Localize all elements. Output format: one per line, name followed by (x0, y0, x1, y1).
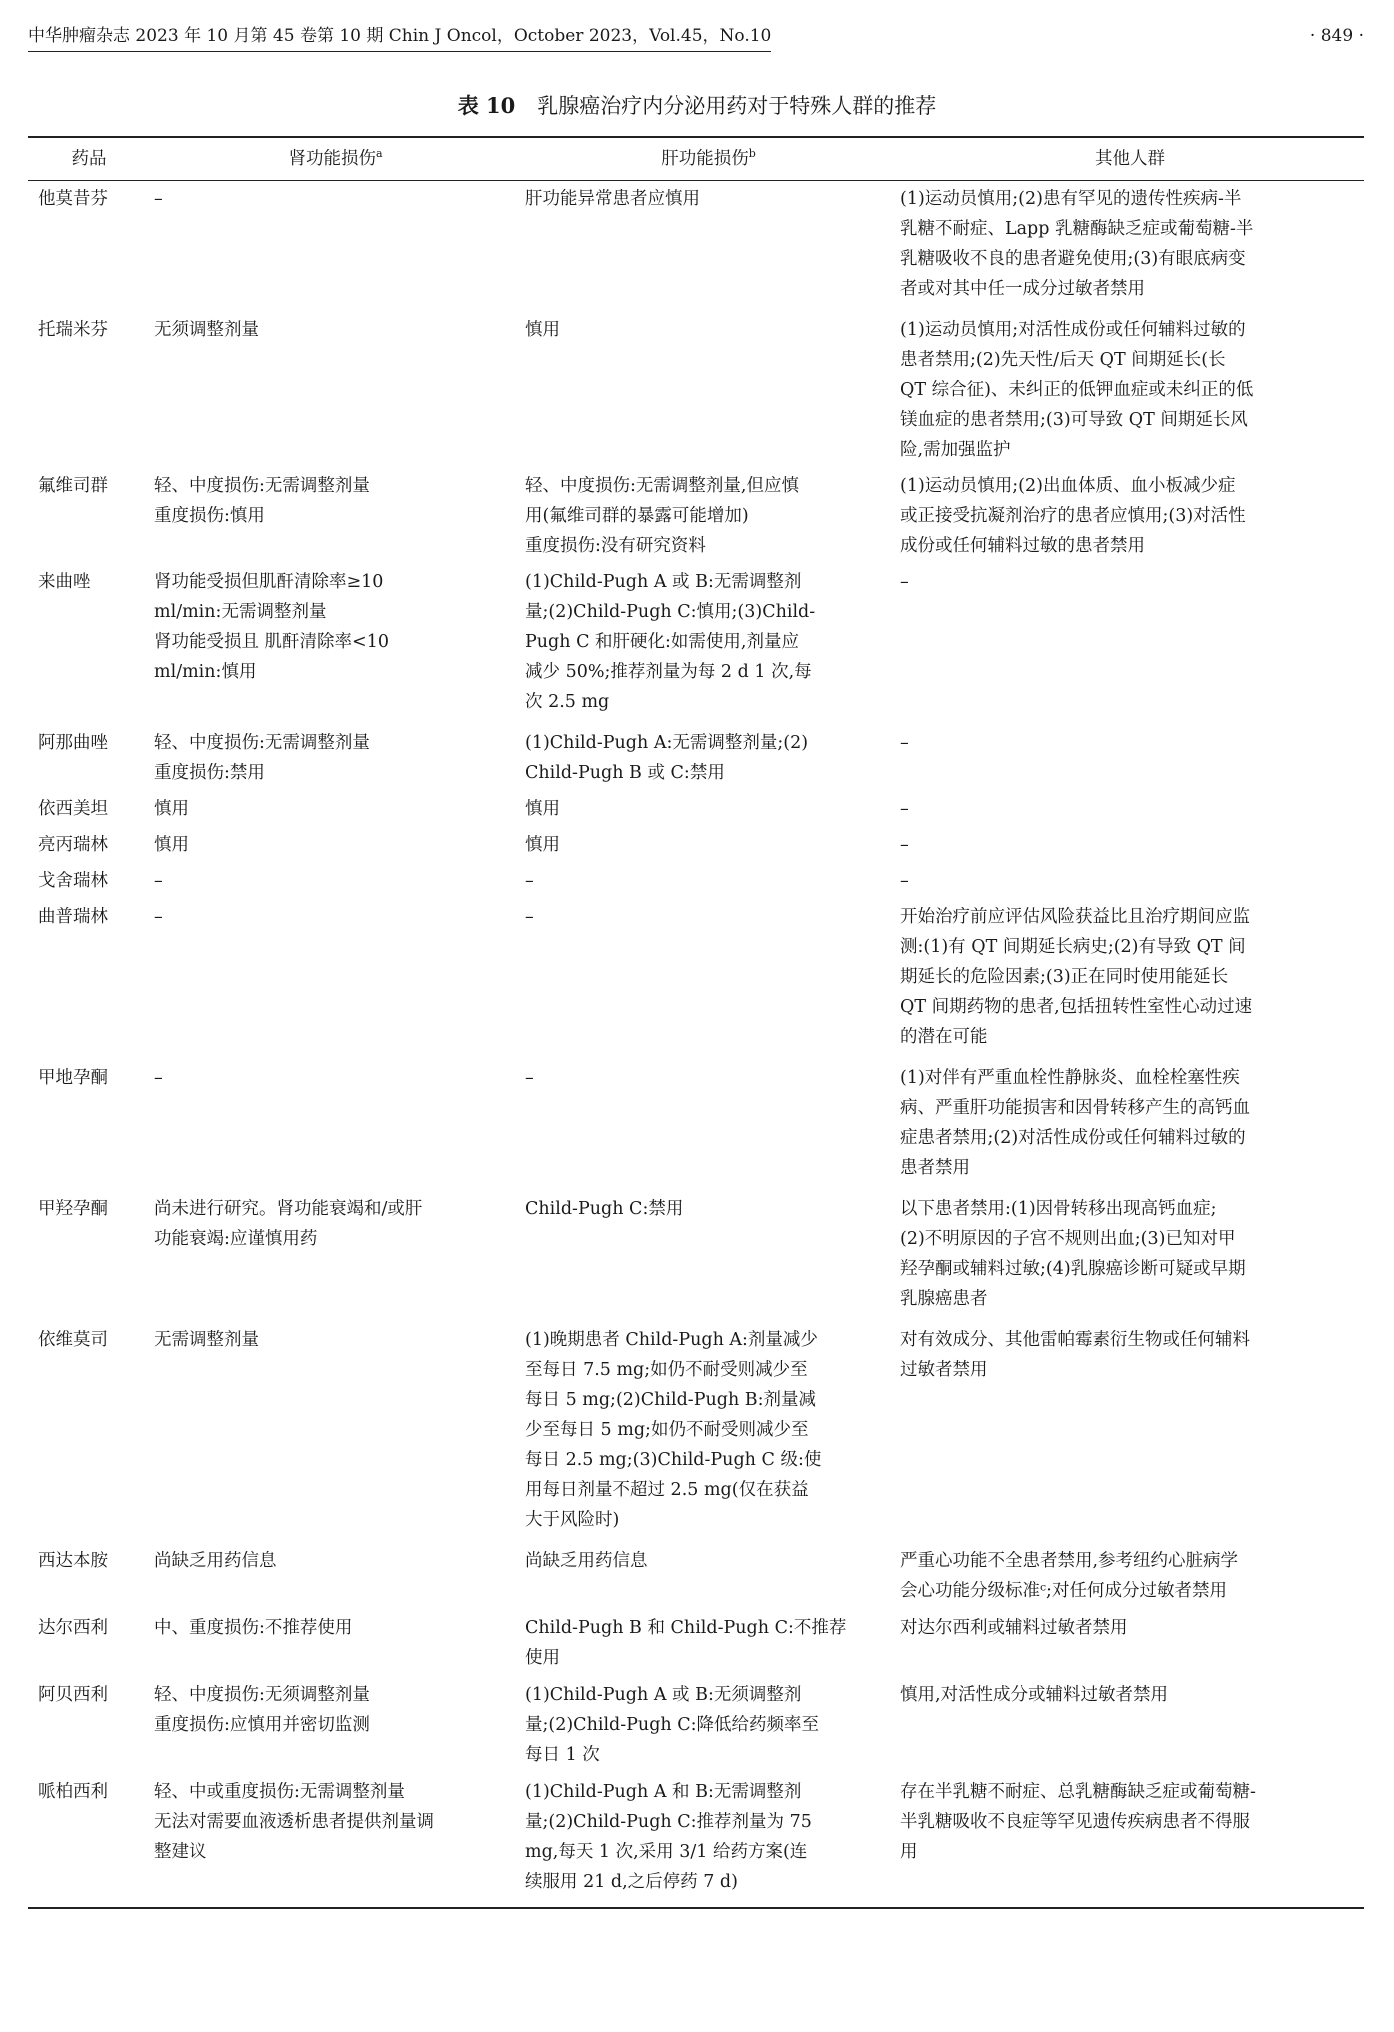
drug-name-cell: 亮丙瑞林 (38, 835, 108, 855)
cell-line: 每日 1 次 (525, 1745, 600, 1765)
column-header-renal: 肾功能损伤$^a$ (150, 137, 521, 181)
cell-line: (1)运动员慎用;(2)患有罕见的遗传性疾病-半 (900, 189, 1242, 209)
cell-line: 用每日剂量不超过 2.5 mg(仅在获益 (525, 1480, 809, 1500)
hepatic-impairment-cell (521, 725, 896, 791)
table-row (28, 468, 1364, 564)
cell-line: 慎用 (525, 320, 560, 340)
hepatic-impairment-cell (521, 791, 896, 827)
cell-line: 中、重度损伤:不推荐使用 (154, 1618, 353, 1638)
drug-name-cell: 依维莫司 (38, 1330, 108, 1350)
table-title: 乳腺癌治疗内分泌用药对于特殊人群的推荐 (537, 94, 937, 118)
cell-line: 严重心功能不全患者禁用,参考纽约心脏病学 (900, 1551, 1239, 1571)
table-row (28, 725, 1364, 791)
hepatic-impairment-cell (521, 1191, 896, 1322)
cell-line: 乳糖吸收不良的患者避免使用;(3)有眼底病变 (900, 249, 1246, 269)
hepatic-impairment-cell (521, 564, 896, 725)
cell-line: 慎用 (154, 799, 189, 819)
other-population-cell (896, 1322, 1364, 1543)
table-row (28, 1543, 1364, 1610)
cell-line: 少至每日 5 mg;如仍不耐受则减少至 (525, 1420, 809, 1440)
cell-line: 每日 5 mg;(2)Child-Pugh B:剂量减 (525, 1390, 817, 1410)
cell-line: 的潜在可能 (900, 1027, 988, 1047)
cell-line: – (525, 907, 534, 927)
table-row (28, 1610, 1364, 1677)
table-row (28, 564, 1364, 725)
drug-name-cell: 戈舍瑞林 (38, 871, 108, 891)
cell-line: 无须调整剂量 (154, 320, 259, 340)
renal-impairment-cell (150, 1774, 521, 1908)
cell-line: – (525, 871, 534, 891)
cell-line: QT 综合征)、未纠正的低钾血症或未纠正的低 (900, 380, 1254, 400)
drug-name-cell: 西达本胺 (38, 1551, 108, 1571)
cell-line: (1)运动员慎用;(2)出血体质、血小板减少症 (900, 476, 1236, 496)
recommendation-table (28, 136, 1364, 1909)
hepatic-impairment-cell (521, 1677, 896, 1774)
cell-line: (1)运动员慎用;对活性成份或任何辅料过敏的 (900, 320, 1246, 340)
cell-line: 整建议 (154, 1842, 207, 1862)
renal-impairment-cell (150, 725, 521, 791)
cell-line: 存在半乳糖不耐症、总乳糖酶缺乏症或葡萄糖- (900, 1782, 1256, 1802)
drug-name-cell: 曲普瑞林 (38, 907, 108, 927)
cell-line: 者或对其中任一成分过敏者禁用 (900, 279, 1145, 299)
renal-impairment-cell (150, 1677, 521, 1774)
table-body (28, 181, 1364, 1909)
drug-name-cell: 阿那曲唑 (38, 733, 108, 753)
cell-line: (1)Child-Pugh A 或 B:无需调整剂 (525, 572, 802, 592)
column-header-hepatic: 肝功能损伤$^b$ (521, 137, 896, 181)
hepatic-impairment-cell (521, 1060, 896, 1191)
cell-line: 量;(2)Child-Pugh C:推荐剂量为 75 (525, 1812, 812, 1832)
drug-name-cell: 来曲唑 (38, 572, 91, 592)
table-row (28, 1774, 1364, 1908)
cell-line: – (900, 799, 909, 819)
cell-line: 轻、中度损伤:无需调整剂量 (154, 733, 370, 753)
renal-impairment-cell (150, 791, 521, 827)
renal-impairment-cell (150, 899, 521, 1060)
other-population-cell (896, 1774, 1364, 1908)
cell-line: 重度损伤:应慎用并密切监测 (154, 1715, 370, 1735)
hepatic-impairment-cell (521, 899, 896, 1060)
table-row (28, 181, 1364, 313)
renal-impairment-cell (150, 863, 521, 899)
other-population-cell (896, 1060, 1364, 1191)
cell-line: 减少 50%;推荐剂量为每 2 d 1 次,每 (525, 662, 812, 682)
hepatic-impairment-cell (521, 1774, 896, 1908)
cell-line: 患者禁用 (900, 1158, 970, 1178)
renal-impairment-cell (150, 468, 521, 564)
cell-line: 过敏者禁用 (900, 1360, 988, 1380)
cell-line: 无法对需要血液透析患者提供剂量调 (154, 1812, 434, 1832)
table-row (28, 899, 1364, 1060)
cell-line: 肾功能受损但肌酐清除率≥10 (154, 572, 384, 592)
cell-line: 轻、中度损伤:无需调整剂量,但应慎 (525, 476, 799, 496)
drug-name-cell: 氟维司群 (38, 476, 108, 496)
other-population-cell (896, 181, 1364, 313)
renal-impairment-cell (150, 1322, 521, 1543)
cell-line: 羟孕酮或辅料过敏;(4)乳腺癌诊断可疑或早期 (900, 1259, 1246, 1279)
other-population-cell (896, 725, 1364, 791)
hepatic-impairment-cell (521, 1543, 896, 1610)
cell-line: ml/min:无需调整剂量 (154, 602, 327, 622)
table-header-row (28, 137, 1364, 181)
cell-line: 或正接受抗凝剂治疗的患者应慎用;(3)对活性 (900, 506, 1246, 526)
running-header (28, 24, 1364, 54)
hepatic-impairment-cell (521, 863, 896, 899)
cell-line: 乳糖不耐症、Lapp 乳糖酶缺乏症或葡萄糖-半 (900, 219, 1254, 239)
cell-line: 开始治疗前应评估风险获益比且治疗期间应监 (900, 907, 1250, 927)
cell-line: 慎用 (525, 835, 560, 855)
renal-impairment-cell (150, 181, 521, 313)
cell-line: (1)晚期患者 Child-Pugh A:剂量减少 (525, 1330, 818, 1350)
cell-line: 量;(2)Child-Pugh C:慎用;(3)Child- (525, 602, 816, 622)
renal-impairment-cell (150, 312, 521, 468)
cell-line: 每日 2.5 mg;(3)Child-Pugh C 级:使 (525, 1450, 822, 1470)
cell-line: 乳腺癌患者 (900, 1289, 988, 1309)
table-row (28, 1191, 1364, 1322)
cell-line: 无需调整剂量 (154, 1330, 259, 1350)
cell-line: Pugh C 和肝硬化:如需使用,剂量应 (525, 632, 799, 652)
page-number: · 849 · (1309, 26, 1364, 46)
drug-name-cell: 甲羟孕酮 (38, 1199, 108, 1219)
hepatic-impairment-cell (521, 468, 896, 564)
cell-line: 尚缺乏用药信息 (525, 1551, 648, 1571)
cell-line: 肝功能异常患者应慎用 (525, 189, 700, 209)
cell-line: – (900, 572, 909, 592)
cell-line: – (154, 871, 163, 891)
cell-line: ml/min:慎用 (154, 662, 257, 682)
other-population-cell (896, 1610, 1364, 1677)
cell-line: 对有效成分、其他雷帕霉素衍生物或任何辅料 (900, 1330, 1250, 1350)
cell-line: – (525, 1068, 534, 1088)
cell-line: QT 间期药物的患者,包括扭转性室性心动过速 (900, 997, 1253, 1017)
renal-impairment-cell (150, 564, 521, 725)
cell-line: 大于风险时) (525, 1510, 620, 1530)
column-header-other: 其他人群 (896, 137, 1364, 181)
cell-line: (1)Child-Pugh A 或 B:无须调整剂 (525, 1685, 802, 1705)
table-row (28, 312, 1364, 468)
cell-line: 至每日 7.5 mg;如仍不耐受则减少至 (525, 1360, 808, 1380)
table-row (28, 863, 1364, 899)
cell-line: 量;(2)Child-Pugh C:降低给药频率至 (525, 1715, 820, 1735)
cell-line: Child-Pugh B 和 Child-Pugh C:不推荐 (525, 1618, 847, 1638)
cell-line: – (900, 871, 909, 891)
cell-line: 慎用 (154, 835, 189, 855)
cell-line: 慎用,对活性成分或辅料过敏者禁用 (900, 1685, 1169, 1705)
cell-line: 功能衰竭:应谨慎用药 (154, 1229, 318, 1249)
renal-impairment-cell (150, 827, 521, 863)
cell-line: 症患者禁用;(2)对活性成份或任何辅料过敏的 (900, 1128, 1246, 1148)
cell-line: 使用 (525, 1648, 560, 1668)
table-number: 表 10 (457, 93, 516, 118)
cell-line: mg,每天 1 次,采用 3/1 给药方案(连 (525, 1842, 808, 1862)
cell-line: – (900, 835, 909, 855)
cell-line: – (900, 733, 909, 753)
hepatic-impairment-cell (521, 827, 896, 863)
other-population-cell (896, 827, 1364, 863)
cell-line: 以下患者禁用:(1)因骨转移出现高钙血症; (900, 1199, 1217, 1219)
cell-line: 轻、中或重度损伤:无需调整剂量 (154, 1782, 405, 1802)
footnote-mark: a (375, 147, 383, 161)
hepatic-impairment-cell (521, 1610, 896, 1677)
cell-line: – (154, 189, 163, 209)
cell-line: 重度损伤:没有研究资料 (525, 536, 706, 556)
table-row (28, 791, 1364, 827)
drug-name-cell: 阿贝西利 (38, 1685, 108, 1705)
cell-line: Child-Pugh B 或 C:禁用 (525, 763, 725, 783)
cell-line: (1)Child-Pugh A:无需调整剂量;(2) (525, 733, 809, 753)
cell-line: (1)Child-Pugh A 和 B:无需调整剂 (525, 1782, 802, 1802)
cell-line: 轻、中度损伤:无需调整剂量 (154, 476, 370, 496)
renal-impairment-cell (150, 1191, 521, 1322)
recommendation-table-container (28, 136, 1364, 1909)
table-row (28, 1322, 1364, 1543)
cell-line: Child-Pugh C:禁用 (525, 1199, 684, 1219)
cell-line: – (154, 1068, 163, 1088)
hepatic-impairment-cell (521, 1322, 896, 1543)
other-population-cell (896, 1543, 1364, 1610)
cell-line: 患者禁用;(2)先天性/后天 QT 间期延长(长 (900, 350, 1226, 370)
cell-line: 对达尔西利或辅料过敏者禁用 (900, 1618, 1128, 1638)
renal-impairment-cell (150, 1543, 521, 1610)
drug-name-cell: 他莫昔芬 (38, 189, 108, 209)
cell-line: 期延长的危险因素;(3)正在同时使用能延长 (900, 967, 1229, 987)
other-population-cell (896, 791, 1364, 827)
drug-name-cell: 甲地孕酮 (38, 1068, 108, 1088)
hepatic-impairment-cell (521, 181, 896, 313)
footnote-mark: b (748, 147, 756, 161)
cell-line: 用(氟维司群的暴露可能增加) (525, 506, 749, 526)
journal-citation: 中华肿瘤杂志 2023 年 10 月第 45 卷第 10 期 Chin J Oncol，October 2023，Vol.45，No.10 (28, 24, 771, 52)
cell-line: 肾功能受损且 肌酐清除率<10 (154, 632, 389, 652)
cell-line: 慎用 (525, 799, 560, 819)
table-row (28, 827, 1364, 863)
other-population-cell (896, 468, 1364, 564)
cell-line: 尚未进行研究。肾功能衰竭和/或肝 (154, 1199, 423, 1219)
hepatic-impairment-cell (521, 312, 896, 468)
cell-line: (2)不明原因的子宫不规则出血;(3)已知对甲 (900, 1229, 1236, 1249)
other-population-cell (896, 564, 1364, 725)
cell-line: (1)对伴有严重血栓性静脉炎、血栓栓塞性疾 (900, 1068, 1240, 1088)
table-row (28, 1060, 1364, 1191)
other-population-cell (896, 1191, 1364, 1322)
cell-line: 轻、中度损伤:无须调整剂量 (154, 1685, 370, 1705)
other-population-cell (896, 863, 1364, 899)
cell-line: 病、严重肝功能损害和因骨转移产生的高钙血 (900, 1098, 1250, 1118)
renal-impairment-cell (150, 1060, 521, 1191)
cell-line: 镁血症的患者禁用;(3)可导致 QT 间期延长风 (900, 410, 1248, 430)
cell-line: 半乳糖吸收不良症等罕见遗传疾病患者不得服 (900, 1812, 1250, 1832)
drug-name-cell: 托瑞米芬 (38, 320, 108, 340)
drug-name-cell: 哌柏西利 (28, 1774, 150, 1908)
cell-line: 险,需加强监护 (900, 440, 1011, 460)
drug-name-cell: 依西美坦 (38, 799, 108, 819)
cell-line: 重度损伤:慎用 (154, 506, 265, 526)
cell-line: 会心功能分级标准ᶜ;对任何成分过敏者禁用 (900, 1581, 1227, 1601)
cell-line: 次 2.5 mg (525, 692, 610, 712)
cell-line: 成份或任何辅料过敏的患者禁用 (900, 536, 1145, 556)
renal-impairment-cell (150, 1610, 521, 1677)
cell-line: 续服用 21 d,之后停药 7 d) (525, 1872, 738, 1892)
cell-line: 重度损伤:禁用 (154, 763, 265, 783)
other-population-cell (896, 312, 1364, 468)
table-row (28, 1677, 1364, 1774)
drug-name-cell: 达尔西利 (38, 1618, 108, 1638)
other-population-cell (896, 1677, 1364, 1774)
column-header-drug: 药品 (28, 137, 150, 181)
cell-line: 用 (900, 1842, 918, 1862)
cell-line: – (154, 907, 163, 927)
table-caption (0, 92, 1394, 120)
cell-line: 测:(1)有 QT 间期延长病史;(2)有导致 QT 间 (900, 937, 1246, 957)
other-population-cell (896, 899, 1364, 1060)
cell-line: 尚缺乏用药信息 (154, 1551, 277, 1571)
